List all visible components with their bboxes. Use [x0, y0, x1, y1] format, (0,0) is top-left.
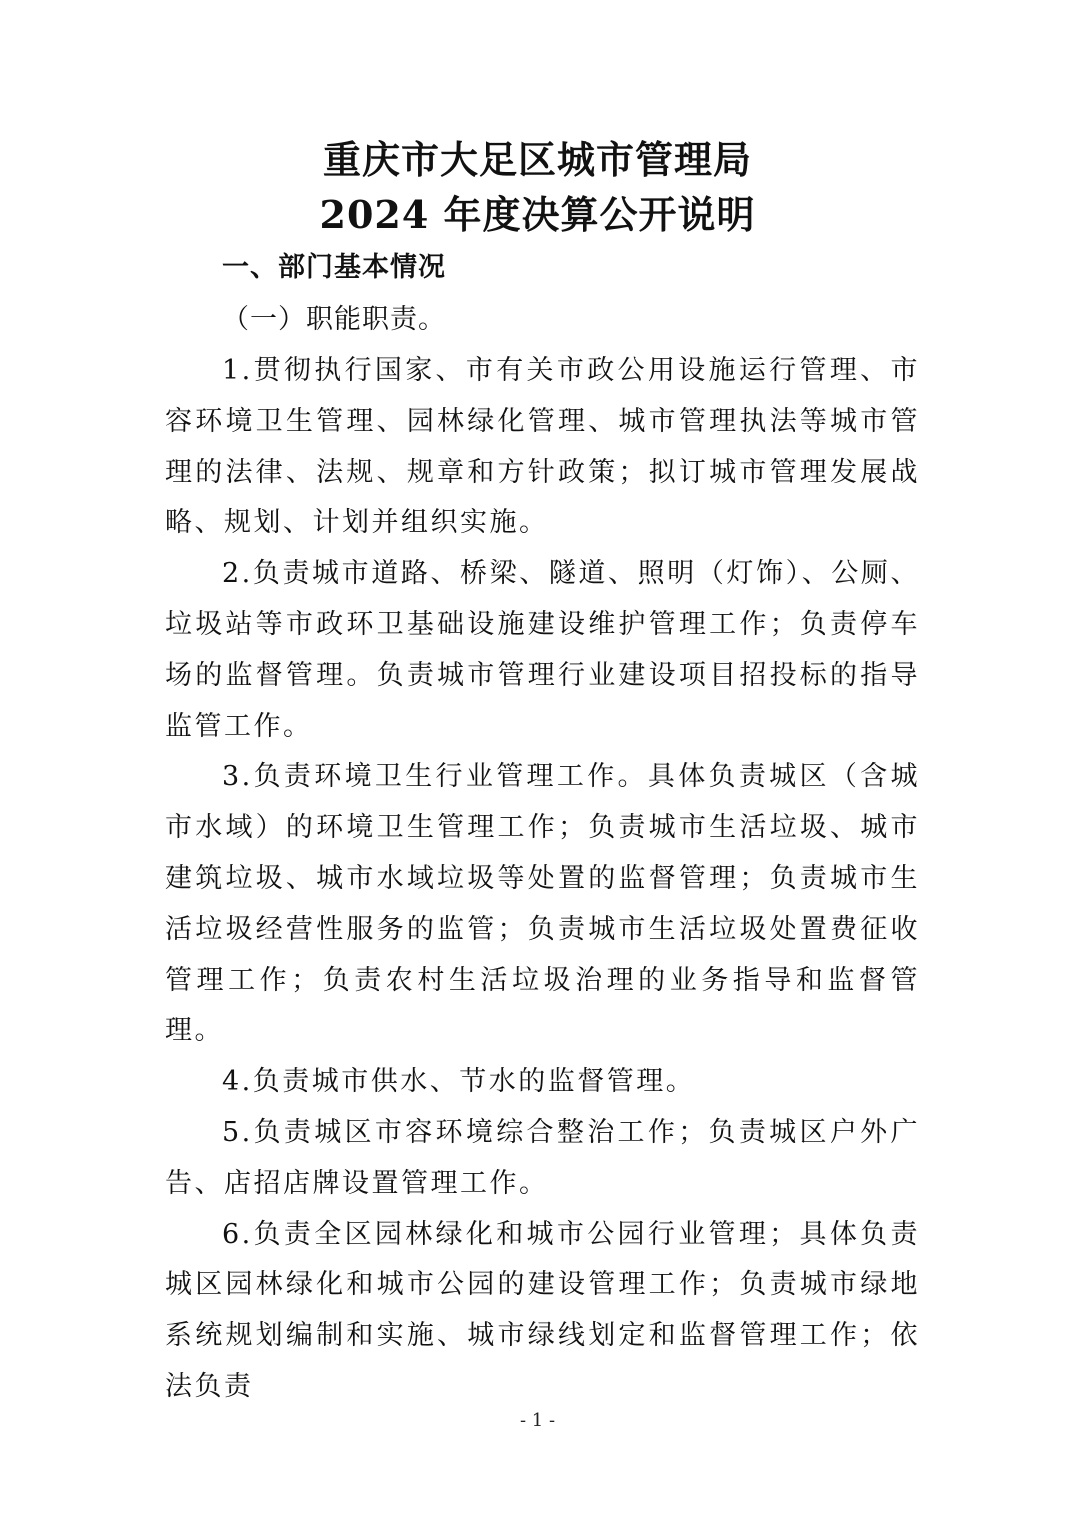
page-number: - 1 -	[519, 1410, 556, 1431]
subsection-heading: （一）职能职责。	[222, 304, 446, 335]
paragraph-6: 6.负责全区园林绿化和城市公园行业管理；具体负责城区园林绿化和城市公园的建设管理工作；负责城市绿地系统规划编制和实施、城市绿线划定和监督管理工作；依法负责	[165, 1218, 920, 1402]
paragraph-5: 5.负责城区市容环境综合整治工作；负责城区户外广告、店招店牌设置管理工作。	[165, 1116, 920, 1199]
document-title: 重庆市大足区城市管理局	[322, 137, 752, 182]
body-text	[165, 346, 920, 1413]
paragraph-1: 1.贯彻执行国家、市有关市政公用设施运行管理、市容环境卫生管理、园林绿化管理、城市管理执法等城市管理的法律、法规、规章和方针政策；拟订城市管理发展战略、规划、计划并组织实施。	[165, 355, 920, 539]
paragraph-4: 4.负责城市供水、节水的监督管理。	[222, 1066, 696, 1098]
paragraph-2: 2.负责城市道路、桥梁、隧道、照明（灯饰）、公厕、垃圾站等市政环卫基础设施建设维护管理工作；负责停车场的监督管理。负责城市管理行业建设项目招投标的指导监管工作。	[165, 558, 920, 742]
section-heading: 一、部门基本情况	[222, 252, 446, 283]
paragraph-3: 3.负责环境卫生行业管理工作。具体负责城区（含城市水域）的环境卫生管理工作；负责城市生活垃圾、城市建筑垃圾、城市水域垃圾等处置的监督管理；负责城市生活垃圾经营性服务的监管；负责城市生活垃圾处置费征收管理工作；负责农村生活垃圾治理的业务指导和监督管理。	[165, 761, 920, 1047]
document-subtitle: 2024 年度决算公开说明	[319, 192, 756, 237]
